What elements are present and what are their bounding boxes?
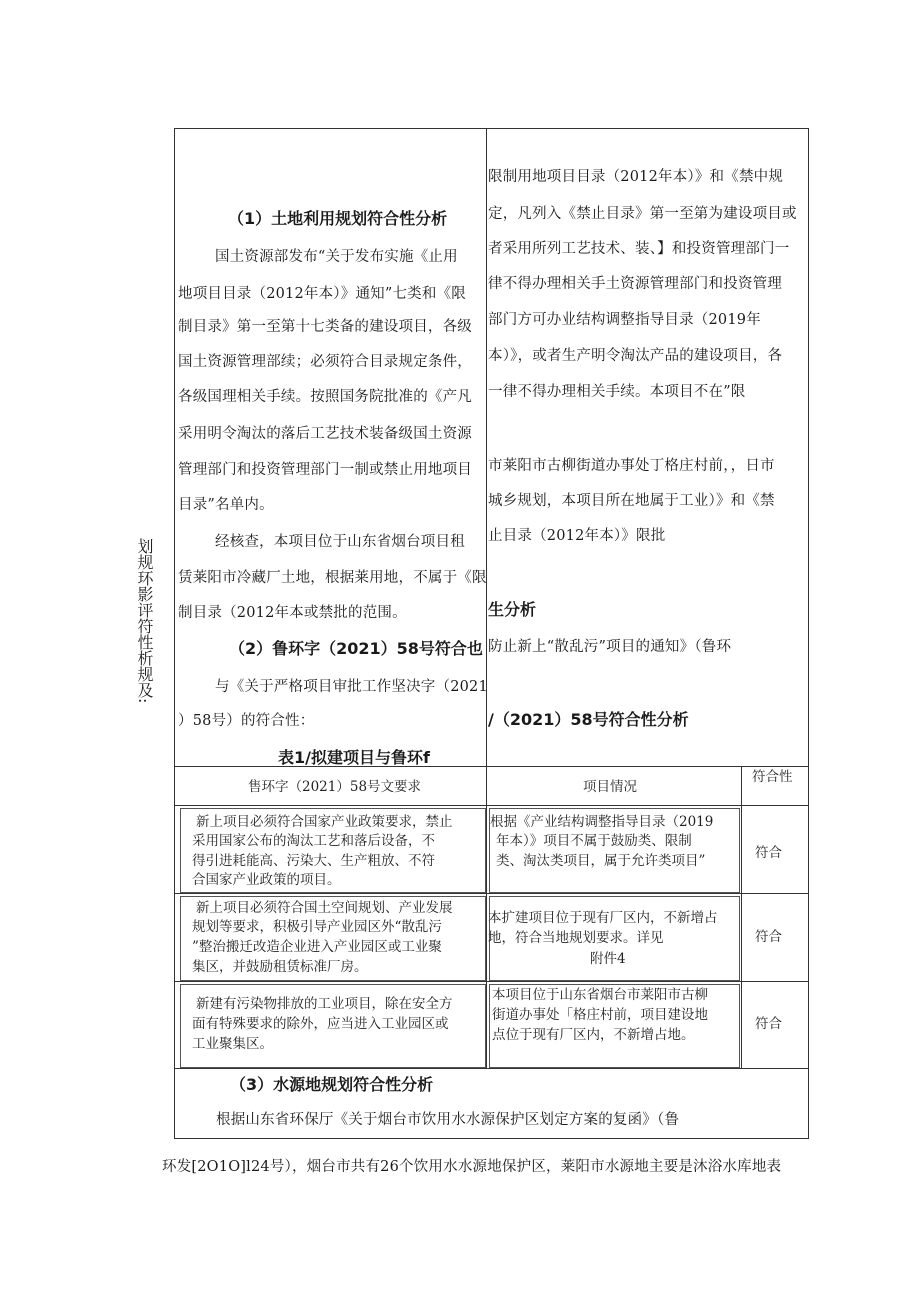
heading-land-use: （1）土地利用规划符合性分析 [228,209,448,228]
frame-left [174,128,175,1139]
table-header-requirement: 售环字（2021）58号文要求 [248,779,422,795]
heading-luhuan-left: （2）鲁环字（2021）58号符合也 [229,639,483,658]
compliance-result: 符合 [755,929,782,945]
after-table-line: 环发[2O1O]l24号），烟台市共有26个饮用水水源地保护区，莱阳市水源地主要是沐浴水库地表 [162,1159,782,1175]
table-header-situation: 项目情况 [583,779,637,795]
right-para3: 防止新上“散乱污”项目的通知》（鲁环 [488,639,732,655]
frame-top [174,128,809,129]
frame-bottom [174,1138,809,1139]
side-label: 划规环影评符性析规及: [135,538,154,704]
compliance-result: 符合 [755,1016,782,1032]
bottom-para: 根据山东省环保厅《关于烟台市饮用水水源保护区划定方案的复函》（鲁 [216,1112,680,1128]
table-header-line [174,805,809,806]
row3-line [174,1068,809,1069]
row2-line [174,981,809,982]
table-title: 表1/拟建项目与鲁环f [278,748,430,767]
table-header-compliance: 符合性 [752,769,793,785]
compliance-result: 符合 [755,845,782,861]
row1-line [174,893,809,894]
col-divider-upper [486,128,487,766]
table-top-line [174,766,809,767]
frame-right [808,128,809,1139]
table-col1-divider [486,766,487,1068]
heading-luhuan-right: /（2021）58号符合性分析 [488,710,689,729]
heading-water-source: （3）水源地规划符合性分析 [230,1075,434,1094]
heading-right-analysis: 生分析 [488,600,537,619]
table-col2-divider [741,766,742,1068]
